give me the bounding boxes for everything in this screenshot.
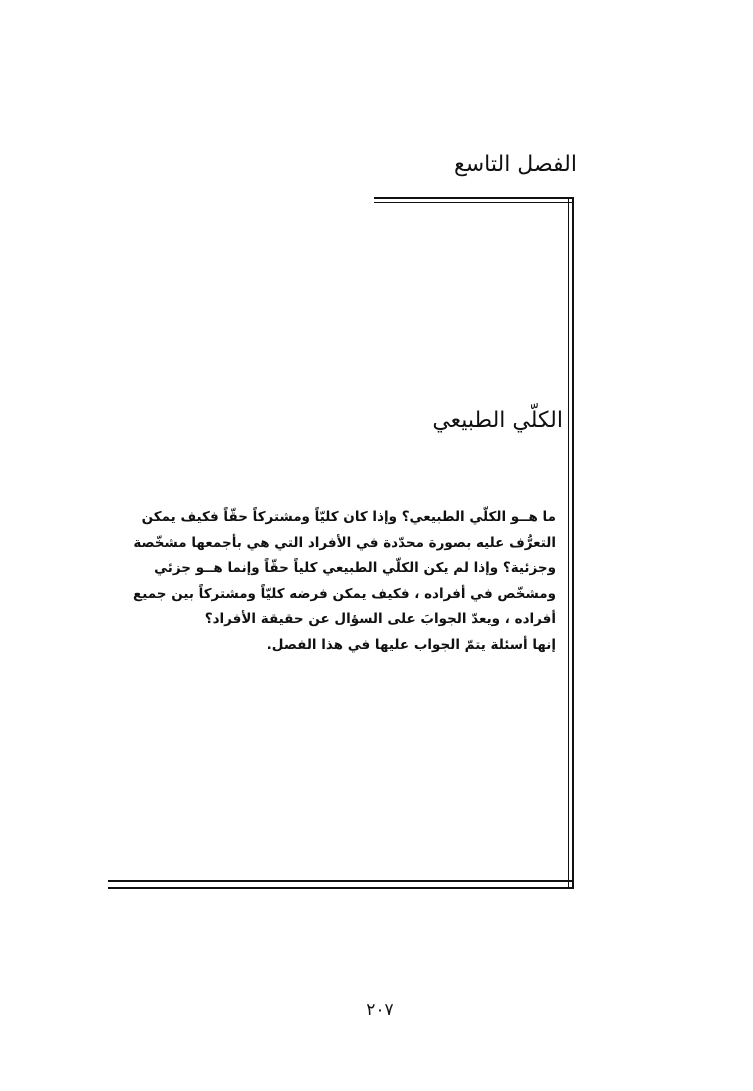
- page-number: ٢٠٧: [366, 1000, 394, 1020]
- paragraph-line: ما هــو الكلّي الطبيعي؟ وإذا كان كليّاً ومشتركاً حقّاً فكيف يمكن: [141, 509, 556, 525]
- side-divider: [568, 197, 574, 887]
- bottom-divider: [108, 880, 574, 889]
- chapter-intro-paragraph: [132, 505, 556, 658]
- paragraph-line: إنها أسئلة يتمّ الجواب عليها في هذا الفصل.: [266, 636, 556, 653]
- top-divider: [374, 197, 574, 203]
- paragraph-line: أفراده ، ويعدّ الجوابَ على السؤال عن حقيقة الأفراد؟: [204, 611, 556, 627]
- chapter-label: الفصل التاسع: [454, 152, 577, 177]
- paragraph-line: التعرُّف عليه بصورة محدّدة في الأفراد التي هي بأجمعها مشخّصة: [133, 534, 556, 551]
- paragraph-line: وجزئية؟ وإذا لم يكن الكلّي الطبيعي كلياً حقّاً وإنما هــو جزئي: [154, 560, 556, 576]
- paragraph-line: ومشخّص في أفراده ، فكيف يمكن فرضه كليّاً ومشتركاً بين جميع: [132, 585, 556, 602]
- section-title: الكلّي الطبيعي: [432, 408, 563, 433]
